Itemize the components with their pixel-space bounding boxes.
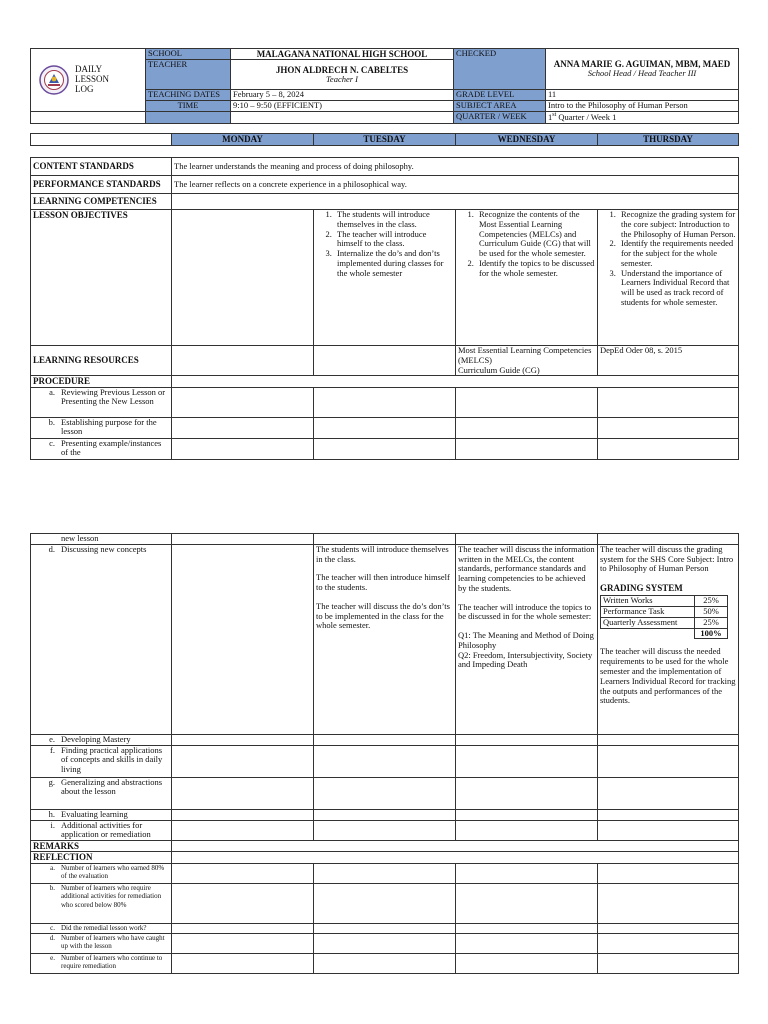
procedure-item: d. Discussing new concepts [31,544,172,734]
dates-label: TEACHING DATES [146,90,231,101]
discussing-monday [172,544,314,734]
objectives-thursday [598,210,739,346]
resources-wednesday: Most Essential Learning Competencies (MELCS) Curriculum Guide (CG) [456,346,598,376]
lesson-objectives-label: LESSON OBJECTIVES [31,210,172,346]
table-row [31,923,739,933]
content-standards: The learner understands the meaning and process of doing philosophy. [172,158,739,176]
reflection-item: d. Number of learners who have caught up with the lesson [31,933,172,953]
reflection-spacer [172,852,739,863]
reflection-item: b. Number of learners who require additional activities for remediation who scored below 80% [31,883,172,923]
checker-cell [546,49,739,90]
resources-thursday: DepEd Oder 08, s. 2015 [598,346,739,376]
checker-name: ANNA MARIE G. AGUIMAN, MBM, MAED [553,59,731,70]
table-row [31,745,739,777]
objectives-tuesday [314,210,456,346]
remarks-label: REMARKS [31,841,172,852]
table-row [31,734,739,745]
quarter-week: 1st Quarter / Week 1 [546,112,739,124]
log-title-line: LESSON [75,74,110,85]
log-title-line: DAILY [75,64,103,75]
time-value: 9:10 – 9:50 (EFFICIENT) [231,101,454,112]
list-item: 3. Understand the importance of Learners Individual Record that will be used as track record of students for whole semester. [618,269,736,308]
learning-competencies-label: LEARNING COMPETENCIES [31,194,172,210]
discussing-tuesday: The students will introduce themselves in the class. The teacher will then introduce himself to the students. The teacher will discuss the do’s don’ts to be implemented in the class for the whole semester. [314,544,456,734]
list-item: 1. Recognize the grading system for the core subject: Introduction to the Philosophy of Human Person. [618,210,736,239]
content-standards-label: CONTENT STANDARDS [31,158,172,176]
procedure-item: a. Reviewing Previous Lesson or Presenting the New Lesson [31,387,172,417]
learning-competencies [172,194,739,210]
table-row [31,544,739,734]
reflection-item: c. Did the remedial lesson work? [31,923,172,933]
blank-value [231,112,454,124]
header-table [30,48,739,124]
table-row [31,438,739,459]
procedure-item: g. Generalizing and abstractions about the lesson [31,777,172,809]
list-item: 1. The students will introduce themselves in the class. [334,210,453,230]
day-thursday: THURSDAY [598,134,739,146]
list-item: 2. Identify the topics to be discussed for the whole semester. [476,259,595,279]
grade-level-label: GRADE LEVEL [454,90,546,101]
table-row [31,953,739,973]
days-corner [31,134,172,146]
checked-label: CHECKED [454,49,546,90]
resources-monday [172,346,314,376]
blank-label [146,112,231,124]
list-item: 2. The teacher will introduce himself to the class. [334,230,453,250]
carry-over-text: new lesson [31,534,172,545]
table-row [31,387,739,417]
learning-resources-label: LEARNING RESOURCES [31,346,172,376]
procedure-item: f. Finding practical applications of concepts and skills in daily living [31,745,172,777]
procedure-item: h. Evaluating learning [31,809,172,820]
performance-standards-label: PERFORMANCE STANDARDS [31,176,172,194]
list-item: 1. Recognize the contents of the Most Essential Learning Competencies (MELCs) and Curriculum Guide (CG) that will be used for the whole semester. [476,210,595,259]
list-item: 2. Identify the requirements needed for the subject for the whole semester. [618,239,736,268]
school-name: MALAGANA NATIONAL HIGH SCHOOL [231,49,454,60]
log-title-line: LOG [75,84,94,95]
procedure-item: c. Presenting example/instances of the [31,438,172,459]
grading-system-title: GRADING SYSTEM [600,583,683,594]
day-wednesday: WEDNESDAY [456,134,598,146]
day-tuesday: TUESDAY [314,134,456,146]
quarter-label: QUARTER / WEEK [454,112,546,124]
reflection-item: e. Number of learners who continue to require remediation [31,953,172,973]
procedure-item: b. Establishing purpose for the lesson [31,417,172,438]
discussing-wednesday: The teacher will discuss the information written in the MELCs, the content standards, performance standards and learning competencies to be achieved by the students. The teacher will introduce the topics to be discussed in for the whole semester: Q1: The Meaning and Method of Doing Philosophy Q2: Freedom, Intersubjectivity, Society and Impeding Death [456,544,598,734]
procedure-item: i. Additional activities for application or remediation [31,820,172,841]
teacher-role: Teacher I [325,74,359,85]
table-row [31,417,739,438]
teacher-name: JHON ALDRECH N. CABELTES [275,64,409,75]
time-label: TIME [146,101,231,112]
checker-role: School Head / Head Teacher III [587,68,697,79]
teacher-label: TEACHER [146,60,231,90]
list-item: 3. Internalize the do’s and don’ts implemented during classes for the whole semester [334,249,453,278]
performance-standards: The learner reflects on a concrete experience in a philosophical way. [172,176,739,194]
subject-area-label: SUBJECT AREA [454,101,546,112]
objectives-monday [172,210,314,346]
table-row [31,809,739,820]
objectives-wednesday [456,210,598,346]
table-row [31,777,739,809]
remarks-value [172,841,739,852]
discussing-thursday: The teacher will discuss the grading system for the SHS Core Subject: Intro to Philosophy of Human Person GRADING SYSTEM Written Works 25% Performance Task 50% Quarterly Assessment 25% 100% The teacher will discuss the needed requirements to be used for the whole semester and the implementation of Learners Individual Record for tracking the outputs and performances of the students. [598,544,739,734]
procedure-spacer [172,376,739,387]
subject-area: Intro to the Philosophy of Human Person [546,101,739,112]
day-monday: MONDAY [172,134,314,146]
page1-table [30,157,739,460]
grading-table: Written Works 25% Performance Task 50% Quarterly Assessment 25% 100% [600,595,728,639]
table-row [31,863,739,883]
grade-level: 11 [546,90,739,101]
page2-table [30,533,739,974]
school-label: SCHOOL [146,49,231,60]
days-header [30,133,739,146]
reflection-item: a. Number of learners who earned 80% of the evaluation [31,863,172,883]
procedure-item: e. Developing Mastery [31,734,172,745]
log-title-cell [31,49,146,112]
reflection-label: REFLECTION [31,852,172,863]
resources-tuesday [314,346,456,376]
table-row [31,820,739,841]
deped-seal-icon [39,65,69,95]
table-row [31,933,739,953]
table-row [31,883,739,923]
procedure-label: PROCEDURE [31,376,172,387]
teaching-dates: February 5 – 8, 2024 [231,90,454,101]
log-spacer [31,112,146,124]
teacher-cell [231,60,454,90]
